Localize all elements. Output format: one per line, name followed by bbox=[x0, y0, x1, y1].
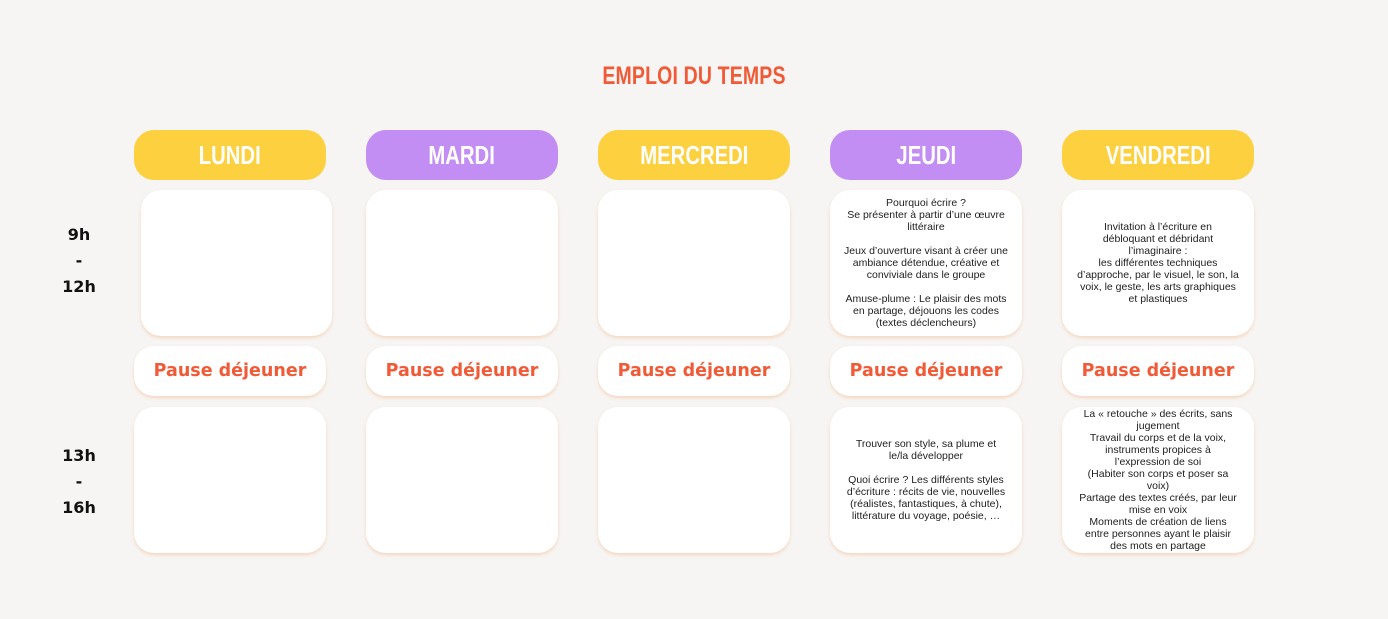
day-header-mardi bbox=[366, 130, 558, 180]
activity-line: mise en voix bbox=[1128, 504, 1188, 516]
activity-line: Pourquoi écrire ? bbox=[886, 197, 966, 209]
activity-line: Quoi écrire ? Les différents styles bbox=[848, 474, 1004, 486]
activity-line: voix, le geste, les arts graphiques bbox=[1080, 281, 1236, 293]
activity-line: Amuse-plume : Le plaisir des mots bbox=[845, 293, 1007, 305]
activity-line: (Habiter son corps et poser sa bbox=[1087, 468, 1229, 480]
morning-cell-lundi bbox=[141, 190, 332, 336]
day-header-vendredi bbox=[1062, 130, 1254, 180]
activity-line: jugement bbox=[1136, 420, 1180, 432]
activity-line: les différentes techniques bbox=[1098, 257, 1218, 269]
activity-line: débloquant et débridant bbox=[1102, 233, 1214, 245]
time-separator: - bbox=[75, 472, 83, 491]
time-start: 13h bbox=[62, 446, 96, 465]
activity-line: instruments propices à bbox=[1105, 444, 1211, 456]
lunch-break-vendredi: Pause déjeuner bbox=[1062, 346, 1254, 396]
activity-line: et plastiques bbox=[1128, 293, 1188, 305]
day-header-mercredi bbox=[598, 130, 790, 180]
activity-line: des mots en partage bbox=[1110, 540, 1206, 552]
morning-cell-vendredi bbox=[1062, 190, 1254, 336]
afternoon-cell-mercredi bbox=[598, 407, 790, 553]
activity-line: La « retouche » des écrits, sans bbox=[1083, 408, 1233, 420]
afternoon-cell-mardi bbox=[366, 407, 558, 553]
time-slot-morning bbox=[49, 222, 109, 300]
activity-line: d’écriture : récits de vie, nouvelles bbox=[846, 486, 1006, 498]
day-label: MARDI bbox=[428, 139, 496, 170]
activity-line: Jeux d’ouverture visant à créer une bbox=[843, 245, 1008, 257]
activity-line: (textes déclencheurs) bbox=[875, 317, 977, 329]
day-header-jeudi bbox=[830, 130, 1022, 180]
lunch-break-jeudi: Pause déjeuner bbox=[830, 346, 1022, 396]
activity-line: le/la développer bbox=[888, 450, 964, 462]
lunch-break-mardi: Pause déjeuner bbox=[366, 346, 558, 396]
activity-line: conviviale dans le groupe bbox=[866, 269, 986, 281]
activity-line: en partage, déjouons les codes bbox=[853, 305, 999, 317]
activity-line: ambiance détendue, créative et bbox=[852, 257, 1000, 269]
afternoon-cell-vendredi bbox=[1062, 407, 1254, 553]
activity-line: voix) bbox=[1146, 480, 1170, 492]
afternoon-cell-jeudi bbox=[830, 407, 1022, 553]
time-slot-afternoon bbox=[49, 443, 109, 521]
morning-cell-jeudi bbox=[830, 190, 1022, 336]
activity-line: littéraire bbox=[907, 221, 945, 233]
activity-line: l’imaginaire : bbox=[1128, 245, 1188, 257]
activity-line: Invitation à l’écriture en bbox=[1104, 221, 1212, 233]
lunch-break-lundi: Pause déjeuner bbox=[134, 346, 326, 396]
activity-line: littérature du voyage, poésie, … bbox=[851, 510, 1001, 522]
activity-line: Partage des textes créés, par leur bbox=[1079, 492, 1237, 504]
activity-line: Travail du corps et de la voix, bbox=[1089, 432, 1227, 444]
day-label: LUNDI bbox=[199, 139, 261, 170]
afternoon-cell-lundi bbox=[134, 407, 326, 553]
lunch-break-mercredi: Pause déjeuner bbox=[598, 346, 790, 396]
day-label: MERCREDI bbox=[639, 139, 749, 170]
activity-line: entre personnes ayant le plaisir bbox=[1085, 528, 1231, 540]
activity-line: (réalistes, fantastiques, à chute), bbox=[850, 498, 1002, 510]
morning-cell-mercredi bbox=[598, 190, 790, 336]
morning-cell-mardi bbox=[366, 190, 558, 336]
time-separator: - bbox=[75, 251, 83, 270]
day-label: JEUDI bbox=[896, 139, 956, 170]
activity-line: l’expression de soi bbox=[1114, 456, 1202, 468]
page-title: EMPLOI DU TEMPS bbox=[602, 62, 786, 90]
activity-line: Se présenter à partir d’une œuvre bbox=[847, 209, 1005, 221]
day-header-lundi bbox=[134, 130, 326, 180]
activity-line: Trouver son style, sa plume et bbox=[855, 438, 997, 450]
time-start: 9h bbox=[67, 225, 91, 244]
activity-line: d’approche, par le visuel, le son, la bbox=[1077, 269, 1239, 281]
time-end: 16h bbox=[62, 498, 96, 517]
day-label: VENDREDI bbox=[1105, 139, 1211, 170]
time-end: 12h bbox=[62, 277, 96, 296]
activity-line: Moments de création de liens bbox=[1089, 516, 1227, 528]
